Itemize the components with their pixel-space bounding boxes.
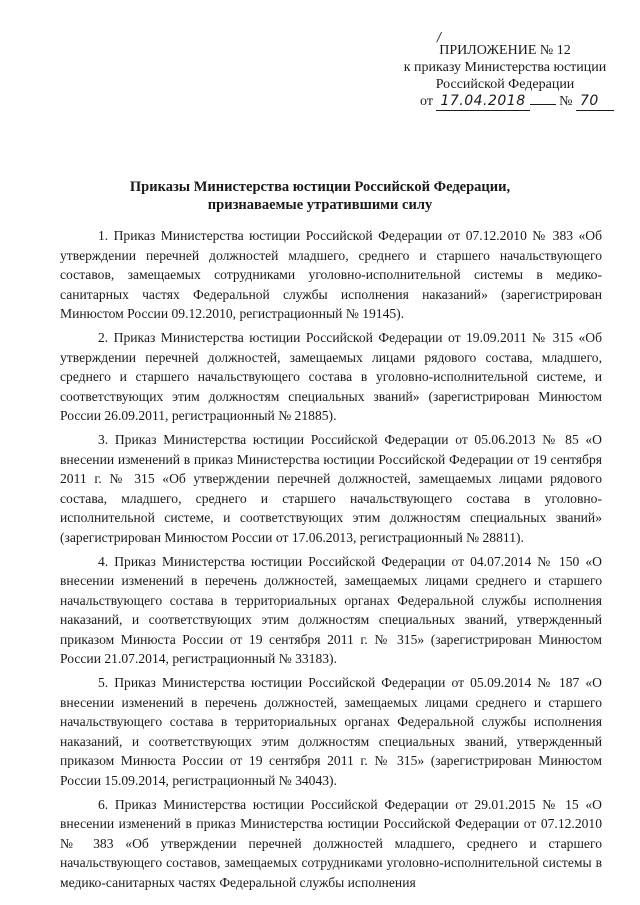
list-item: 2. Приказ Министерства юстиции Российской Федерации от 19.09.2011 № 315 «Об утверждении перечней должностей, замещаемых лицами рядового состава, младшего, среднего и старшего начальствующего состава в уголовно-исполнительной системе, и соответствующих этим должностям специальных званий» (зарегистрирован Минюстом России 26.09.2011, регистрационный № 21885).: [60, 329, 602, 424]
appendix-date-line: [400, 93, 610, 111]
number-prefix: №: [559, 94, 573, 109]
handwritten-mark: /: [437, 30, 442, 44]
appendix-title: ПРИЛОЖЕНИЕ № 12: [439, 43, 571, 58]
list-item: 3. Приказ Министерства юстиции Российской Федерации от 05.06.2013 № 85 «О внесении изменений в приказ Министерства юстиции Российской Федерации от 19 сентября 2011 г. № 315 «Об утверждении перечней должностей, замещаемых лицами рядового состава, младшего, среднего и старшего начальствующего состава в уголовно-исполнительной системе, и соответствующих этим должностям специальных званий» (зарегистрирован Минюстом России от 17.06.2013, регистрационный № 28811).: [60, 431, 602, 545]
document-body: [60, 226, 602, 897]
document-title: [60, 178, 580, 214]
title-line-2: признаваемые утратившими силу: [207, 197, 433, 213]
date-prefix: от: [420, 94, 433, 109]
appendix-to-order: к приказу Министерства юстиции: [403, 60, 607, 75]
list-item: 1. Приказ Министерства юстиции Российской Федерации от 07.12.2010 № 383 «Об утверждении перечней должностей младшего, среднего и старшего начальствующего составов, замещаемых сотрудниками уголовно-исполнительной системы в медико-санитарных частях Федеральной службы исполнения наказаний» (зарегистрирован Минюстом России 09.12.2010, регистрационный № 19145).: [60, 228, 602, 322]
handwritten-date: 17.04.2018: [436, 93, 529, 111]
handwritten-number: 70: [576, 93, 614, 111]
appendix-header: [400, 42, 610, 111]
appendix-federation: Российской Федерации: [435, 77, 575, 92]
date-underline: [530, 104, 556, 105]
list-item: 5. Приказ Министерства юстиции Российской Федерации от 05.09.2014 № 187 «О внесении изменений в перечень должностей, замещаемых лицами среднего и старшего начальствующего состава в территориальных органах Федеральной службы исполнения наказаний, и соответствующих этим должностям специальных званий, утвержденный приказом Минюста России от 19 сентября 2011 г. № 315» (зарегистрирован Минюстом России 15.09.2014, регистрационный № 34043).: [60, 675, 602, 789]
title-line-1: Приказы Министерства юстиции Российской Федерации,: [129, 179, 511, 195]
list-item: 6. Приказ Министерства юстиции Российской Федерации от 29.01.2015 № 15 «О внесении изменений в приказ Министерства юстиции Российской Федерации от 07.12.2010 № 383 «Об утверждении перечней должностей младшего, среднего и старшего начальствующего составов, замещаемых сотрудниками уголовно-исполнительной системы в медико-санитарных частях Федеральной службы исполнения: [60, 796, 602, 890]
list-item: 4. Приказ Министерства юстиции Российской Федерации от 04.07.2014 № 150 «О внесении изменений в перечень должностей, замещаемых лицами среднего и старшего начальствующего состава в территориальных органах Федеральной службы исполнения наказаний, и соответствующих этим должностям специальных званий, утвержденный приказом Минюста России от 19 сентября 2011 г. № 315» (зарегистрирован Минюстом России 21.07.2014, регистрационный № 33183).: [60, 553, 602, 667]
